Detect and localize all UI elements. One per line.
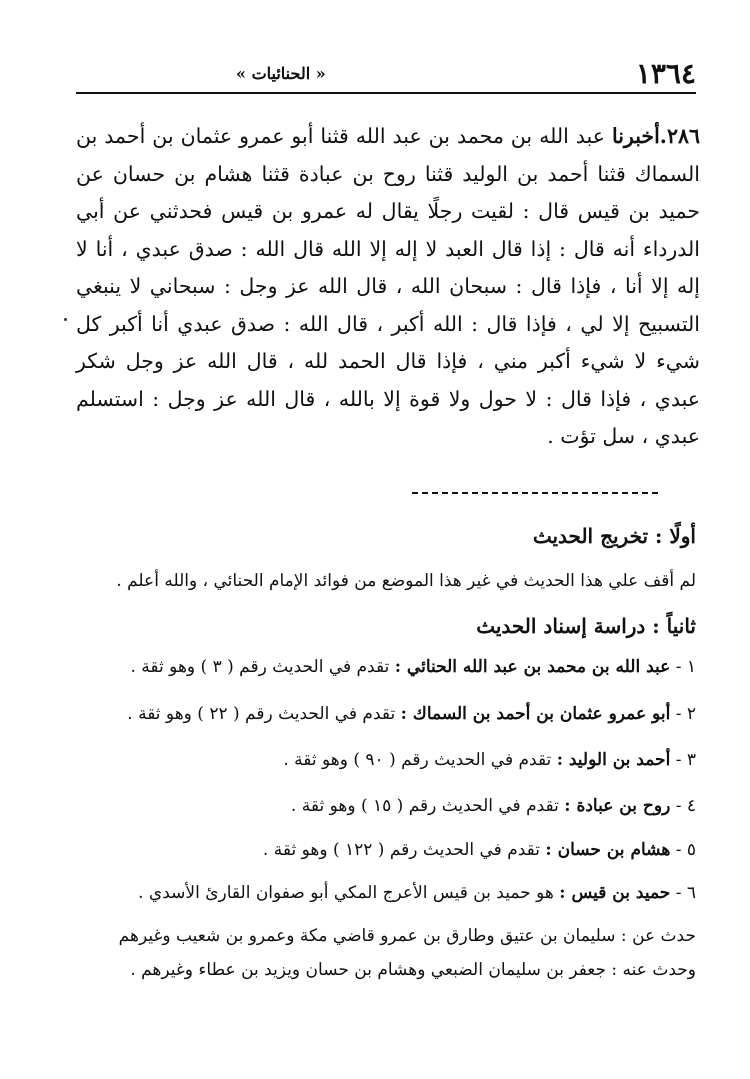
narrator-name: عبد الله بن محمد بن عبد الله الحنائي : [394,657,671,677]
narrator-note: تقدم في الحديث رقم ( ١٢٢ ) وهو ثقة . [262,840,540,860]
narrator-name: هشام بن حسان : [545,840,671,860]
narrator-name: حميد بن قيس : [559,883,671,903]
item-number: ٤ - [675,796,696,816]
item-number: ٢ - [675,704,696,724]
narrator-note: هو حميد بن قيس الأعرج المكي أبو صفوان القارئ الأسدي . [138,883,554,903]
item-number: ٣ - [675,750,696,770]
hadith-body: عبد الله بن محمد بن عبد الله قثنا أبو عمرو عثمان بن أحمد بن السماك قثنا أحمد بن الوليد قثنا روح بن عبادة قثنا هشام بن حسان عن حميد بن قيس قال : لقيت رجلًا يقال له عمرو بن قيس فحدثني عن أبي الدرداء أنه قال : إذا قال العبد لا إله إلا الله قال الله : صدق عبدي ، أنا لا إله إلا أنا ، فإذا قال : سبحان الله ، قال الله عز وجل : سبحاني لا ينبغي التسبيح إلا لي ، فإذا قال : الله أكبر ، قال الله : صدق عبدي أنا أكبر كل شيء لا شيء أكبر مني ، فإذا قال الحمد لله ، قال الله عز وجل شكر عبدي ، فإذا قال : لا حول ولا قوة إلا بالله ، قال الله عز وجل : استسلم عبدي ، سل تؤت . [76,124,700,448]
dashed-separator [412,492,658,494]
hadith-number: ٢٨٦. [659,124,700,148]
narrator-item-3 [60,750,696,770]
hadith-text [76,118,700,456]
page-header [76,56,696,90]
narrator-note: تقدم في الحديث رقم ( ١٥ ) وهو ثقة . [290,796,559,816]
narrator-note: تقدم في الحديث رقم ( ٢٢ ) وهو ثقة . [127,704,396,724]
narrator-item-2 [60,704,696,724]
narrator-name: روح بن عبادة : [564,796,671,816]
isnad-heading: ثانياً : دراسة إسناد الحديث [476,614,696,638]
narrator-item-5 [60,840,696,860]
hadith-lead-word: أخبرنا [611,124,660,148]
item-number: ٥ - [675,840,696,860]
stray-mark [64,318,67,321]
takhrij-text: لم أقف علي هذا الحديث في غير هذا الموضع من فوائد الإمام الحنائي ، والله أعلم . [116,571,696,591]
narrator-name: أبو عمرو عثمان بن أحمد بن السماك : [400,704,671,724]
narrator-note: تقدم في الحديث رقم ( ٩٠ ) وهو ثقة . [283,750,552,770]
narrator-name: أحمد بن الوليد : [556,750,671,770]
item-number: ٦ - [675,883,696,903]
header-rule [76,92,696,94]
narrator-item-4 [60,796,696,816]
narrator-item-6 [60,883,696,903]
narrated-by: وحدث عنه : جعفر بن سليمان الضبعي وهشام بن حسان ويزيد بن عطاء وغيرهم . [130,960,696,980]
narrator-item-1 [60,657,696,677]
takhrij-heading: أولًا : تخريج الحديث [532,524,696,548]
narrator-note: تقدم في الحديث رقم ( ٣ ) وهو ثقة . [130,657,390,677]
running-title: « الحنائيات » [236,63,326,83]
item-number: ١ - [675,657,696,677]
page-number: ١٣٦٤ [635,56,696,90]
narrated-from: حدث عن : سليمان بن عتيق وطارق بن عمرو قاضي مكة وعمرو بن شعيب وغيرهم [118,926,696,946]
